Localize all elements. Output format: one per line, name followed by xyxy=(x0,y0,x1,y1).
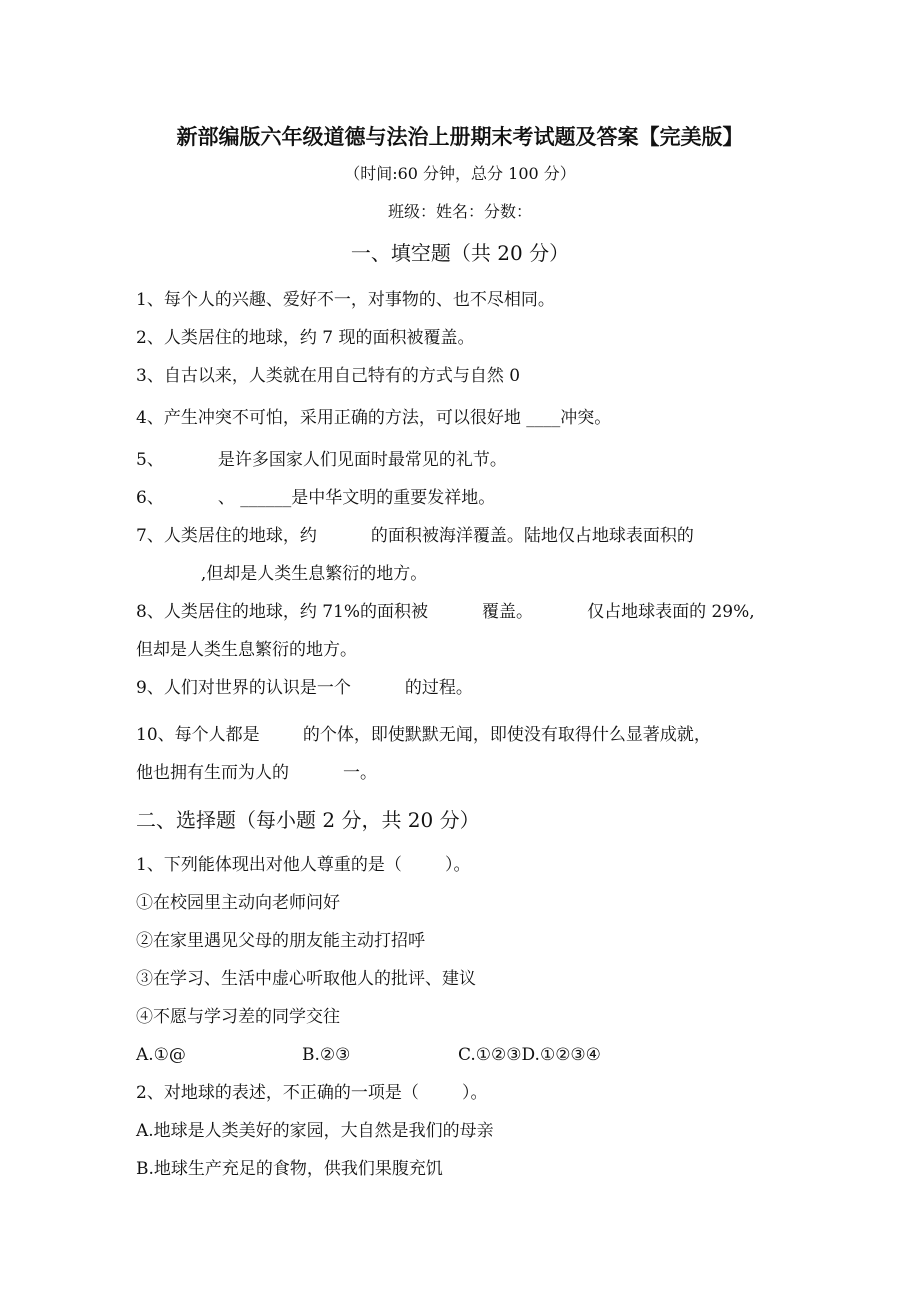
exam-subtitle: （时间:60 分钟，总分 100 分） xyxy=(344,164,576,183)
choice-question-2-stem: 2、对地球的表述，不正确的一项是（ ）。 xyxy=(136,1083,488,1103)
fill-question-2: 2、人类居住的地球，约 7 现的面积被覆盖。 xyxy=(136,328,475,348)
choice-question-1-item-1: ①在校园里主动向老师问好 xyxy=(136,893,340,913)
choice-question-2-option-b: B.地球生产充足的食物，供我们果腹充饥 xyxy=(136,1159,443,1179)
choice-question-1-item-2: ②在家里遇见父母的朋友能主动打招呼 xyxy=(136,931,425,951)
fill-question-7-continued: ,但却是人类生息繁衍的地方。 xyxy=(136,564,428,584)
fill-question-6: 6、 、 ______是中华文明的重要发祥地。 xyxy=(136,488,496,508)
choice-question-1-option-b: B.②③ xyxy=(302,1045,351,1065)
fill-question-8: 8、人类居住的地球，约 71%的面积被 覆盖。 仅占地球表面的 29%, xyxy=(136,602,755,622)
fill-question-10: 10、每个人都是 的个体，即使默默无闻，即使没有取得什么显著成就， xyxy=(136,725,711,745)
class-name-score-line: 班级：姓名：分数： xyxy=(387,202,532,221)
fill-question-9: 9、人们对世界的认识是一个 的过程。 xyxy=(136,678,473,698)
choice-question-2-option-a: A.地球是人类美好的家园，大自然是我们的母亲 xyxy=(136,1121,494,1141)
choice-question-1-option-cd: C.①②③D.①②③④ xyxy=(458,1045,601,1065)
section-heading-fill-blank: 一、填空题（共 20 分） xyxy=(350,241,570,265)
fill-question-7: 7、人类居住的地球，约 的面积被海洋覆盖。陆地仅占地球表面积的 xyxy=(136,526,694,546)
section-heading-multiple-choice: 二、选择题（每小题 2 分，共 20 分） xyxy=(136,808,480,832)
fill-question-10-continued: 他也拥有生而为人的 一。 xyxy=(136,763,378,783)
fill-question-8-continued: 但却是人类生息繁衍的地方。 xyxy=(136,640,357,660)
document-title: 新部编版六年级道德与法治上册期末考试题及答案【完美版】 xyxy=(176,124,744,149)
choice-question-1-stem: 1、下列能体现出对他人尊重的是（ ）。 xyxy=(136,855,471,875)
choice-question-1-item-4: ④不愿与学习差的同学交往 xyxy=(136,1007,340,1027)
fill-question-3: 3、自古以来，人类就在用自己特有的方式与自然 0 xyxy=(136,366,521,386)
fill-question-5: 5、 是许多国家人们见面时最常见的礼节。 xyxy=(136,450,507,470)
fill-question-1: 1、每个人的兴趣、爱好不一，对事物的、也不尽相同。 xyxy=(136,290,555,310)
fill-question-4: 4、产生冲突不可怕，采用正确的方法，可以很好地 ____冲突。 xyxy=(136,408,612,428)
choice-question-1-item-3: ③在学习、生活中虚心听取他人的批评、建议 xyxy=(136,969,476,989)
choice-question-1-option-a: A.①@ xyxy=(136,1045,186,1065)
